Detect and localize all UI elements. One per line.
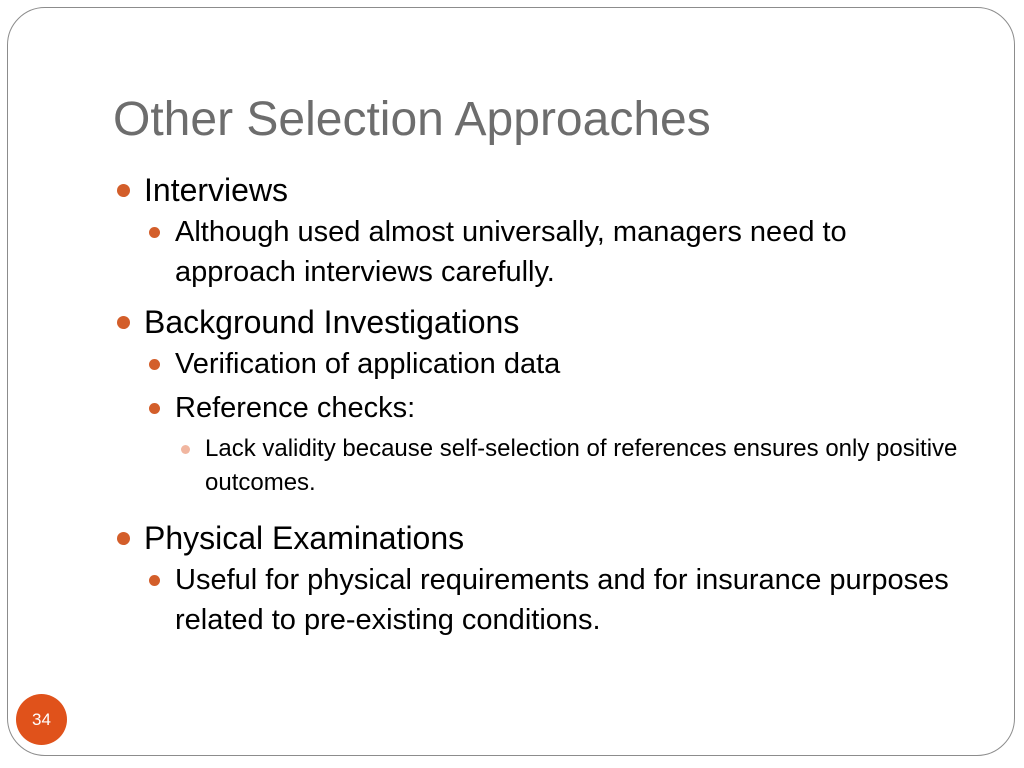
sub-bullet-verification — [113, 344, 973, 384]
bullet-text: Background Investigations — [144, 304, 520, 340]
bullet-dot-icon — [149, 359, 160, 370]
sub-bullet-physical-requirements — [113, 560, 973, 640]
page-number-badge: 34 — [16, 694, 67, 745]
bullet-background-investigations — [113, 300, 973, 344]
slide-title: Other Selection Approaches — [113, 93, 711, 146]
bullet-dot-icon — [149, 227, 160, 238]
sub-bullet-interviews-note — [113, 212, 973, 292]
bullet-dot-icon — [117, 532, 130, 545]
bullet-text: Verification of application data — [175, 348, 561, 380]
bullet-text: Reference checks: — [175, 392, 416, 424]
bullet-dot-icon — [149, 575, 160, 586]
bullet-dot-icon — [149, 403, 160, 414]
sub-sub-bullet-lack-validity — [113, 432, 973, 500]
bullet-list — [113, 168, 973, 640]
sub-bullet-reference-checks — [113, 388, 973, 428]
bullet-dot-icon — [117, 316, 130, 329]
bullet-text: Lack validity because self-selection of references ensures only positive outcomes. — [205, 435, 958, 496]
bullet-text: Although used almost universally, managers need to approach interviews carefully. — [175, 216, 847, 288]
bullet-physical-examinations — [113, 516, 973, 560]
bullet-text: Interviews — [144, 172, 289, 208]
bullet-dot-icon — [181, 445, 190, 454]
bullet-text: Physical Examinations — [144, 520, 465, 556]
bullet-interviews — [113, 168, 973, 212]
bullet-dot-icon — [117, 184, 130, 197]
bullet-text: Useful for physical requirements and for insurance purposes related to pre-existing conditions. — [175, 564, 949, 636]
